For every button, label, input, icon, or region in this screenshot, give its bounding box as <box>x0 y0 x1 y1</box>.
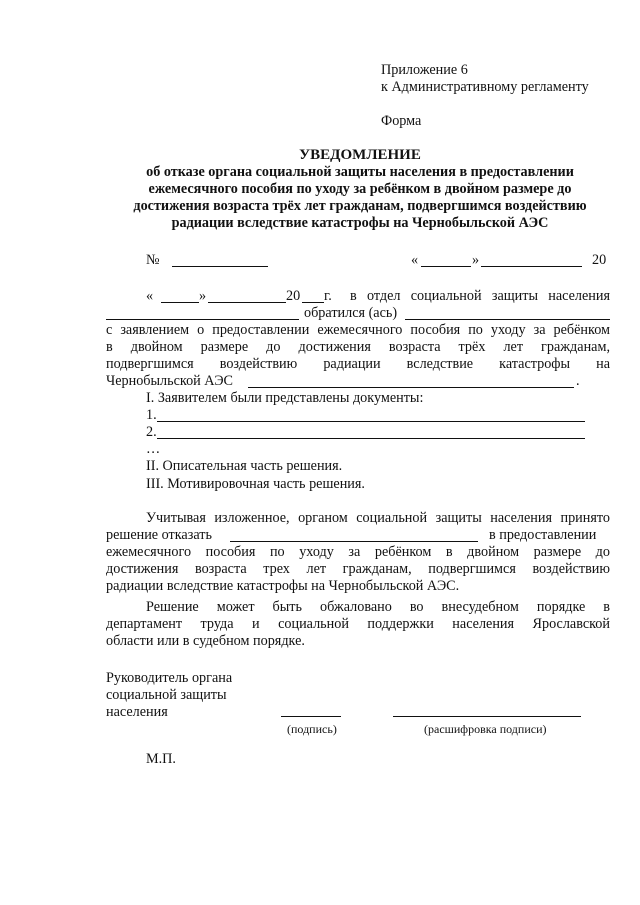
document-item-2-field[interactable] <box>157 438 585 439</box>
signatory-line3: населения <box>106 704 168 720</box>
date-quote-close: » <box>472 252 480 268</box>
intro-month-field[interactable] <box>208 302 286 303</box>
signatory-line1: Руководитель органа <box>106 670 233 686</box>
intro-text1: в отдел социальной защиты населения <box>350 288 610 304</box>
intro-line6-suffix: . <box>576 373 580 389</box>
document-subtitle-line4: радиации вследствие катастрофы на Чернобыльской АЭС <box>171 215 549 231</box>
intro-year-suffix: г. <box>324 288 332 304</box>
decision-line2-suffix: в предоставлении <box>489 527 597 543</box>
form-label: Форма <box>381 113 422 129</box>
date-year-prefix: 20 <box>592 252 607 268</box>
signature-decode-caption: (расшифровка подписи) <box>424 722 547 736</box>
appendix-label: Приложение 6 <box>381 62 468 78</box>
section-reasoning: III. Мотивировочная часть решения. <box>146 476 365 492</box>
number-sign: № <box>146 252 160 268</box>
document-list-ellipsis: … <box>146 441 161 457</box>
intro-year-field[interactable] <box>302 302 324 303</box>
intro-line5: подвергшимся воздействию радиации вследствие катастрофы на <box>106 356 610 372</box>
refusal-reason-field[interactable] <box>230 541 478 542</box>
document-subtitle-line1: об отказе органа социальной защиты населения в предоставлении <box>146 164 574 180</box>
date-month-field[interactable] <box>481 266 582 267</box>
documents-heading: I. Заявителем были представлены документы: <box>146 390 424 406</box>
date-day-field[interactable] <box>421 266 471 267</box>
document-title: УВЕДОМЛЕНИЕ <box>299 147 421 163</box>
decision-line3: ежемесячного пособия по уходу за ребёнком в двойном размере до <box>106 544 610 560</box>
intro-line6-prefix: Чернобыльской АЭС <box>106 373 234 389</box>
stamp-placeholder: М.П. <box>146 751 176 767</box>
number-field[interactable] <box>172 266 268 267</box>
signature-field[interactable] <box>281 716 341 717</box>
signature-decode-field[interactable] <box>393 716 581 717</box>
section-descriptive: II. Описательная часть решения. <box>146 458 343 474</box>
signature-caption: (подпись) <box>287 722 337 736</box>
decision-line2-prefix: решение отказать <box>106 527 212 543</box>
intro-day-field[interactable] <box>161 302 199 303</box>
document-item-1-field[interactable] <box>157 421 585 422</box>
intro-year-prefix: 20 <box>286 288 301 304</box>
intro-line4: в двойном размере до достижения возраста трёх лет гражданам, <box>106 339 610 355</box>
intro-quote-open: « <box>146 288 154 304</box>
document-item-2-number: 2. <box>146 424 157 440</box>
applicant-name-field[interactable] <box>106 319 299 320</box>
intro-quote-close: » <box>199 288 207 304</box>
document-subtitle-line2: ежемесячного пособия по уходу за ребёнком в двойном размере до <box>148 181 572 197</box>
appeal-line1: Решение может быть обжаловано во внесудебном порядке в <box>146 599 610 615</box>
decision-line5: радиации вследствие катастрофы на Чернобыльской АЭС. <box>106 578 460 594</box>
intro-text2: обратился (ась) <box>304 305 398 321</box>
decision-line4: достижения возраста трех лет гражданам, подвергшимся воздействию <box>106 561 610 577</box>
appeal-line2: департамент труда и социальной поддержки населения Ярославской <box>106 616 610 632</box>
decision-line1: Учитывая изложенное, органом социальной защиты населения принято <box>146 510 610 526</box>
document-item-1-number: 1. <box>146 407 157 423</box>
date-quote-open: « <box>411 252 419 268</box>
appeal-line3: области или в судебном порядке. <box>106 633 305 649</box>
document-subtitle-line3: достижения возраста трёх лет гражданам, подвергшимся воздействию <box>133 198 587 214</box>
applicant-extra-field[interactable] <box>405 319 610 320</box>
regulation-reference: к Административному регламенту <box>381 79 589 95</box>
intro-line3: с заявлением о предоставлении ежемесячного пособия по уходу за ребёнком <box>106 322 610 338</box>
nuclear-plant-field[interactable] <box>248 387 574 388</box>
signatory-line2: социальной защиты <box>106 687 227 703</box>
